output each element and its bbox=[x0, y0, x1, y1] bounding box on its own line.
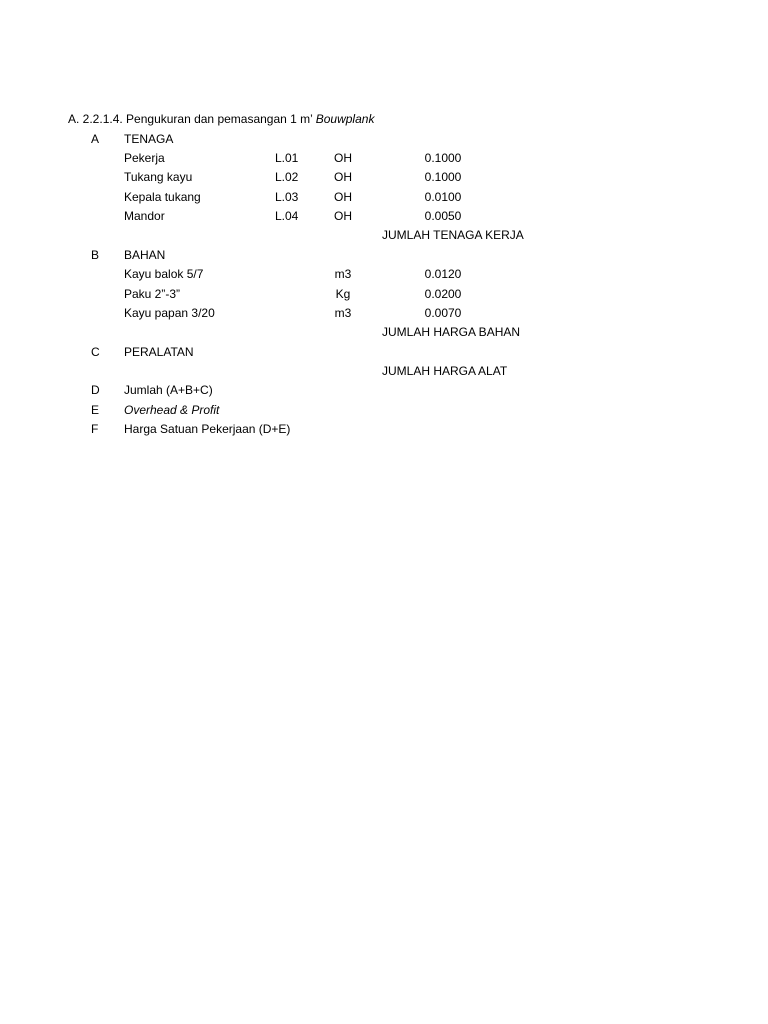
title-prefix: A. 2.2.1.4. Pengukuran dan pemasangan 1 m’ bbox=[68, 112, 316, 126]
section-total-row bbox=[0, 325, 768, 343]
item-name: Kepala tukang bbox=[124, 190, 201, 204]
table-row bbox=[0, 151, 768, 169]
table-row bbox=[0, 190, 768, 208]
table-row bbox=[0, 209, 768, 227]
table-row bbox=[0, 170, 768, 188]
section-letter: B bbox=[91, 248, 100, 262]
section-total-label: JUMLAH TENAGA KERJA bbox=[382, 228, 524, 242]
item-coefficient: 0.1000 bbox=[424, 151, 462, 165]
item-coefficient: 0.0100 bbox=[424, 190, 462, 204]
summary-label: Harga Satuan Pekerjaan (D+E) bbox=[124, 422, 291, 436]
item-unit: OH bbox=[334, 209, 352, 223]
section-label: TENAGA bbox=[124, 132, 174, 146]
item-coefficient: 0.0070 bbox=[424, 306, 462, 320]
item-unit: Kg bbox=[335, 287, 351, 301]
item-code: L.04 bbox=[275, 209, 299, 223]
item-unit: OH bbox=[334, 151, 352, 165]
section-label: PERALATAN bbox=[124, 345, 194, 359]
section-header-peralatan bbox=[0, 345, 768, 363]
summary-label: Overhead & Profit bbox=[124, 403, 220, 417]
item-unit: OH bbox=[334, 190, 352, 204]
item-unit: m3 bbox=[334, 267, 352, 281]
summary-row-harga-satuan bbox=[0, 422, 768, 440]
section-total-label: JUMLAH HARGA BAHAN bbox=[382, 325, 521, 339]
table-row bbox=[0, 267, 768, 285]
section-letter: A bbox=[91, 132, 100, 146]
section-label: BAHAN bbox=[124, 248, 166, 262]
section-total-row bbox=[0, 364, 768, 382]
item-name: Kayu papan 3/20 bbox=[124, 306, 215, 320]
item-name: Pekerja bbox=[124, 151, 165, 165]
title-italic: Bouwplank bbox=[315, 112, 375, 126]
table-row bbox=[0, 287, 768, 305]
item-name: Paku 2”-3” bbox=[124, 287, 181, 301]
document-title bbox=[68, 112, 374, 126]
item-name: Mandor bbox=[124, 209, 165, 223]
item-coefficient: 0.0200 bbox=[424, 287, 462, 301]
item-name: Tukang kayu bbox=[124, 170, 193, 184]
summary-letter: D bbox=[91, 383, 100, 397]
section-total-row bbox=[0, 228, 768, 246]
section-letter: C bbox=[91, 345, 100, 359]
section-header-bahan bbox=[0, 248, 768, 266]
item-coefficient: 0.0120 bbox=[424, 267, 462, 281]
item-unit: OH bbox=[334, 170, 352, 184]
item-unit: m3 bbox=[334, 306, 352, 320]
item-code: L.02 bbox=[275, 170, 299, 184]
item-code: L.01 bbox=[275, 151, 299, 165]
item-name: Kayu balok 5/7 bbox=[124, 267, 204, 281]
summary-row-jumlah bbox=[0, 383, 768, 401]
summary-letter: E bbox=[91, 403, 100, 417]
section-header-tenaga bbox=[0, 132, 768, 150]
item-coefficient: 0.0050 bbox=[424, 209, 462, 223]
item-code: L.03 bbox=[275, 190, 299, 204]
item-coefficient: 0.1000 bbox=[424, 170, 462, 184]
summary-label: Jumlah (A+B+C) bbox=[124, 383, 213, 397]
summary-row-overhead bbox=[0, 403, 768, 421]
summary-letter: F bbox=[91, 422, 99, 436]
table-row bbox=[0, 306, 768, 324]
section-total-label: JUMLAH HARGA ALAT bbox=[382, 364, 508, 378]
